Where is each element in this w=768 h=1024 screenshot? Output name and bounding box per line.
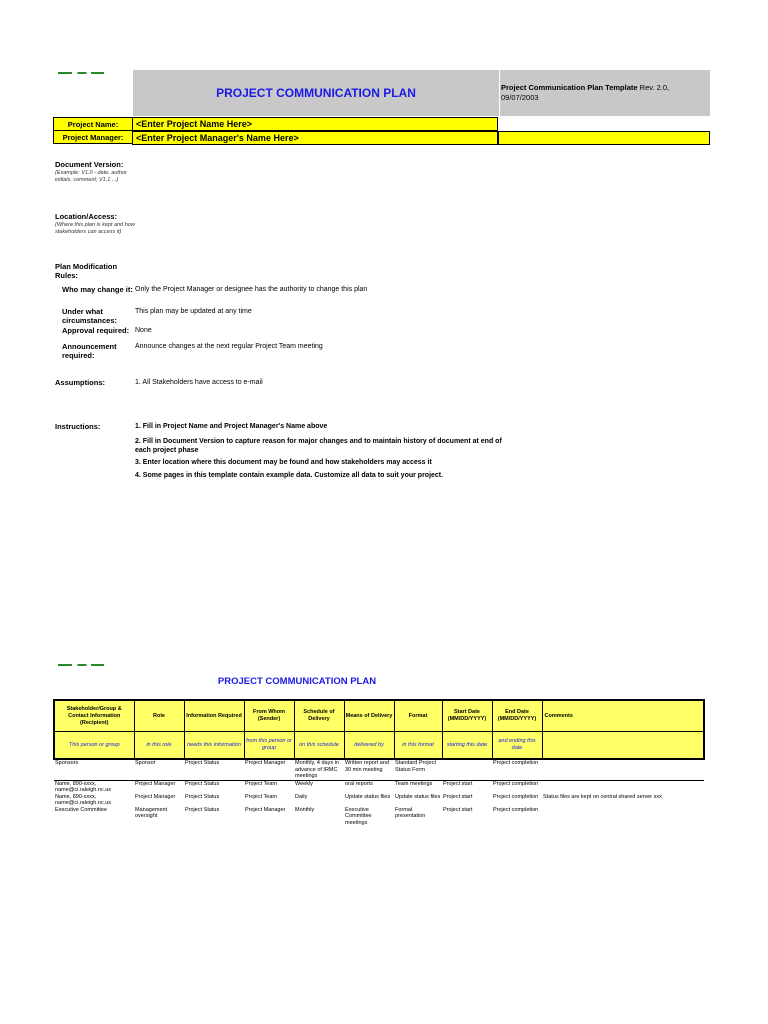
instruction-item: 3. Enter location where this document may be found and how stakeholders may access it — [135, 459, 432, 466]
table-cell[interactable]: Project start — [443, 793, 473, 800]
table-row — [54, 794, 704, 807]
instruction-item: 1. Fill in Project Name and Project Manager's Name above — [135, 423, 328, 430]
example-cell: starting this date — [442, 732, 492, 760]
template-reference — [501, 83, 701, 103]
logo-mark — [58, 72, 104, 74]
table-cell[interactable]: Sponsor — [134, 759, 184, 780]
project-name-field[interactable]: <Enter Project Name Here> — [132, 117, 498, 131]
table-cell[interactable] — [542, 780, 704, 794]
table-cell[interactable]: Team meetings — [395, 780, 433, 787]
column-header: Information Required — [184, 700, 244, 732]
table-cell[interactable]: Formal presentation — [395, 806, 426, 819]
column-header: From Whom (Sender) — [244, 700, 294, 732]
table-cell[interactable]: Executive Committee meetings — [345, 806, 372, 826]
table-cell[interactable]: Daily — [295, 793, 308, 800]
project-manager-extra-cell — [498, 131, 710, 145]
table-cell[interactable]: Sponsors — [54, 759, 134, 780]
assumptions-value: 1. All Stakeholders have access to e-mail — [135, 379, 263, 386]
table-cell[interactable]: Monthly, 4 days in advance of IRMC meetings — [294, 759, 344, 780]
project-manager-label: Project Manager: — [53, 130, 133, 144]
template-revision: Rev. 2.0, 09/07/2003 — [501, 83, 670, 102]
page-title: PROJECT COMMUNICATION PLAN — [216, 86, 416, 100]
table-row — [54, 807, 704, 827]
project-name-label: Project Name: — [53, 117, 133, 131]
table-cell[interactable]: Name, 890-xxxx, name@ci.raleigh.nc.us — [55, 793, 112, 806]
table-cell[interactable]: Project Status — [185, 780, 220, 787]
column-header: Format — [394, 700, 442, 732]
table-cell[interactable]: Project completion — [492, 759, 542, 780]
example-cell: in this format — [394, 732, 442, 760]
table-cell[interactable]: Project completion — [493, 806, 539, 813]
header-divider — [499, 70, 500, 116]
approval-label: Approval required: — [62, 326, 130, 335]
example-cell: delivered by — [344, 732, 394, 760]
table-cell[interactable]: Project Manager — [244, 759, 294, 780]
table-cell[interactable]: Project start — [443, 806, 473, 813]
communication-plan-table — [53, 699, 705, 826]
example-cell: in this role — [134, 732, 184, 760]
announcement-label: Announcement required: — [62, 342, 117, 360]
instructions-label: Instructions: — [55, 422, 101, 431]
location-label: Location/Access: — [55, 212, 118, 221]
who-may-change-value: Only the Project Manager or designee has the authority to change this plan — [135, 286, 368, 293]
table-cell[interactable]: Project Manager — [135, 793, 176, 800]
assumptions-label: Assumptions: — [55, 378, 106, 387]
project-manager-field[interactable]: <Enter Project Manager's Name Here> — [132, 131, 498, 145]
column-header: Schedule of Delivery — [294, 700, 344, 732]
table-row — [54, 759, 704, 780]
table-title: PROJECT COMMUNICATION PLAN — [217, 676, 377, 687]
table-cell[interactable] — [542, 807, 704, 827]
column-header: Means of Delivery — [344, 700, 394, 732]
table-cell[interactable] — [542, 759, 704, 780]
table-cell[interactable]: Update status files — [345, 793, 391, 800]
announcement-value: Announce changes at the next regular Project Team meeting — [135, 343, 323, 350]
example-row — [54, 732, 704, 760]
table-cell[interactable]: Status files are kept on central shared server xxx — [543, 793, 662, 800]
approval-value: None — [135, 327, 152, 334]
table-cell[interactable]: Project Team — [245, 793, 277, 800]
document-version-label: Document Version: — [55, 160, 124, 169]
logo-mark — [58, 664, 104, 666]
table-cell[interactable]: Management oversight — [135, 806, 168, 819]
instruction-item: 2. Fill in Document Version to capture reason for major changes and to maintain history of document at end of each project phase — [135, 438, 502, 454]
column-header: Start Date (MM/DD/YYYY) — [442, 700, 492, 732]
circumstances-value: This plan may be updated at any time — [135, 308, 252, 315]
table-cell[interactable]: Executive Committee — [55, 806, 107, 813]
table-cell[interactable]: Project Team — [245, 780, 277, 787]
example-cell: This person or group — [54, 732, 134, 760]
table-cell[interactable]: Project Manager — [245, 806, 286, 813]
modification-rules-label: Plan Modification Rules: — [55, 262, 118, 280]
circumstances-label: Under what circumstances: — [62, 307, 118, 325]
table-cell[interactable]: Project Manager — [135, 780, 176, 787]
table-cell[interactable]: oral reports — [345, 780, 373, 787]
table-cell[interactable]: Weekly — [295, 780, 313, 787]
template-name: Project Communication Plan Template — [501, 83, 638, 92]
location-note: (Where this plan is kept and how stakeholders can access it) — [55, 222, 135, 235]
table-cell[interactable] — [442, 759, 492, 780]
who-may-change-label: Who may change it: — [62, 285, 133, 294]
table-cell[interactable]: Project completion — [493, 780, 539, 787]
instruction-item: 4. Some pages in this template contain example data. Customize all data to suit your project. — [135, 472, 444, 479]
example-cell: on this schedule — [294, 732, 344, 760]
column-header: Role — [134, 700, 184, 732]
document-version-note: (Example: V1.0 - date, author initials, comment; V1.1 ...) — [55, 170, 127, 183]
example-cell: and ending this date — [492, 732, 542, 760]
table-cell[interactable]: Standard Project Status Form — [394, 759, 442, 780]
table-cell[interactable]: Project start — [443, 780, 473, 787]
example-cell: needs this information — [184, 732, 244, 760]
table-cell[interactable]: Name, 890-xxxx, name@ci.raleigh.nc.us — [55, 780, 112, 793]
table-cell[interactable]: Project completion — [493, 793, 539, 800]
table-cell[interactable]: Project Status — [185, 793, 220, 800]
table-cell[interactable]: Monthly — [295, 806, 315, 813]
column-header: Comments — [542, 700, 704, 732]
column-header: End Date (MM/DD/YYYY) — [492, 700, 542, 732]
table-row — [54, 780, 704, 794]
table-cell[interactable]: Written report and 30 min meeting — [344, 759, 394, 780]
example-cell — [542, 732, 704, 760]
example-cell: from this person or group — [244, 732, 294, 760]
table-header-row — [54, 700, 704, 732]
table-cell[interactable]: Project Status — [184, 759, 244, 780]
table-cell[interactable]: Update status files — [395, 793, 441, 800]
table-cell[interactable]: Project Status — [185, 806, 220, 813]
column-header: Stakeholder/Group & Contact Information (Recipient) — [54, 700, 134, 732]
